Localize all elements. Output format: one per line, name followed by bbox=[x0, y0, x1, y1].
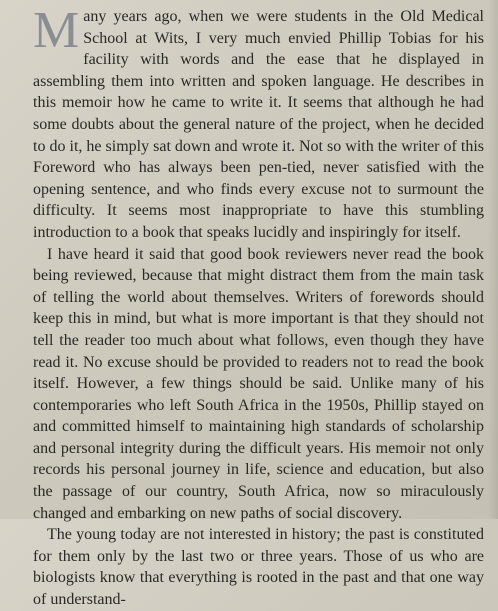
foreword-paragraph-1 bbox=[33, 2, 484, 244]
drop-cap: M bbox=[33, 2, 80, 59]
foreword-paragraph-2: I have heard it said that good book reviewers never read the book being reviewed, because that might distract them from the main task of telling the world about themselves. Writers of forewords should keep this in mind, but what is more important is that they should not tell the reader too much about what follows, even though they have read it. No excuse should be provided to readers not to read the book itself. However, a few things should be said. Unlike many of his contemporaries who left South Africa in the 1950s, Phillip stayed on and committed himself to maintaining high standards of scholarship and personal integrity during the difficult years. His memoir not only records his personal journey in life, science and education, but also the passage of our country, South Africa, now so miraculously changed and embarking on new paths of social discovery. bbox=[33, 245, 484, 522]
page-edge-shadow bbox=[488, 0, 498, 519]
paragraph-1-text: any years ago, when we were students in the Old Medical School at Wits, I very much envied Phillip Tobias for his facility with words and the ease that he displayed in assembling them into written and spoken language. He describes in this memoir how he came to write it. It seems that although he had some doubts about the general nature of the project, when he decided to do it, he simply sat down and wrote it. Not so with the writer of this Foreword who has always been pen-tied, never satisfied with the opening sentence, and who finds every excuse not to surmount the difficulty. It seems most inappropriate to have this stumbling introduction to a book that speaks lucidly and inspiringly for itself. bbox=[33, 8, 484, 241]
foreword-paragraph-3: The young today are not interested in history; the past is constituted for them only by the last two or three years. Those of us who are biologists know that everything is rooted in the past and that one way of understand- bbox=[33, 526, 484, 609]
